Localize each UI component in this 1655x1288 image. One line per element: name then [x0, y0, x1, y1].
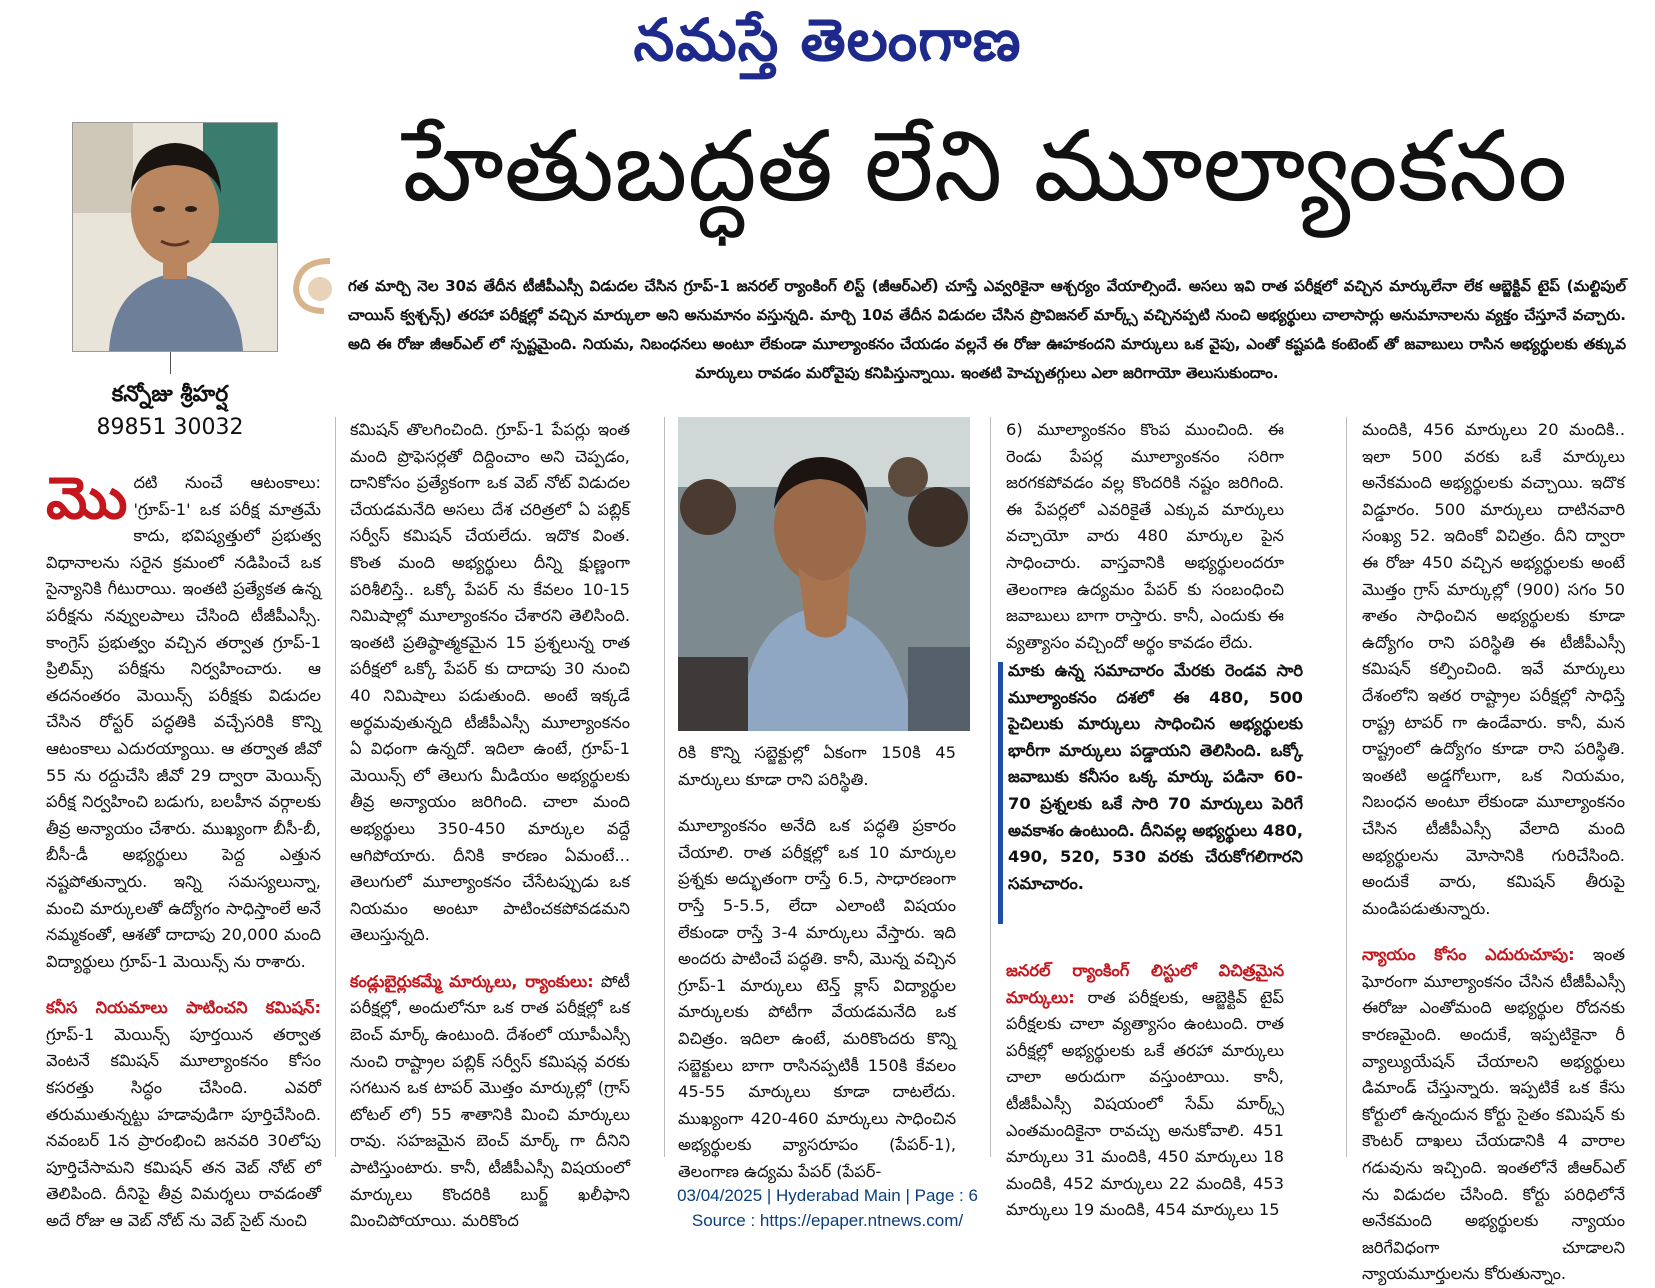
column-4: [1006, 417, 1284, 656]
subheading: న్యాయం కోసం ఎదురుచూపు:: [1362, 945, 1575, 965]
author-name: కన్నోజు శ్రీహర్ష: [111, 382, 229, 407]
paragraph: కమిషన్ తొలగించింది. గ్రూప్-1 పేపర్లు ఇంత మంది ప్రొఫెసర్లతో దిద్దించాం అని చెప్పడం, దానికోసం ప్రత్యేకంగా ఒక వెబ్ నోట్ విడుదల చేయడమనేది అసలు దేశ చరిత్రలో ఏ పబ్లిక్ సర్వీస్ కమిషన్ చేయలేదు. ఇదొక వింత. కొంత మంది అభ్యర్థులు దీన్ని క్షుణ్ణంగా పరిశీలిస్తే.. ఒక్కో పేపర్ ను కేవలం 10-15 నిమిషాల్లో మూల్యాంకనం చేశారని తెలిసింది. ఇంతటి ప్రతిష్ఠాత్మకమైన 15 ప్రశ్నలున్న రాత పరీక్షలో ఒక్కో పేపర్ కు దాదాపు 30 నుంచి 40 నిమిషాలు పడుతుంది. అంటే ఇక్కడే అర్థమవుతున్నది టీజీపీఎస్సీ మూల్యాంకనం ఏ విధంగా ఉన్నదో. ఇదిలా ఉంటే, గ్రూప్-1 మెయిన్స్ లో తెలుగు మీడియం అభ్యర్థులకు తీవ్ర అన్యాయం జరిగింది. చాలా మంది అభ్యర్థులు 350-450 మార్కుల వద్దే ఆగిపోయారు. దీనికి కారణం ఏమంటే... తెలుగులో మూల్యాంకనం చేసేటప్పుడు ఒక నియమం అంటూ పాటించకపోవడమని తెలుస్తున్నది.: [350, 420, 630, 945]
column-divider: [335, 417, 336, 1157]
column-4-lower: [1006, 958, 1284, 1224]
column-5: [1362, 417, 1625, 1288]
paragraph: మందికి, 456 మార్కులు 20 మందికి.. ఇలా 500 వరకు ఒకే మార్కులు అనేకమంది అభ్యర్థులకు వచ్చాయి. ఇదొక విడ్డూరం. 500 మార్కులు దాటినవారి సంఖ్య 52. ఇదింకో విచిత్రం. దీని ద్వారా ఈ రోజు 450 వచ్చిన అభ్యర్థులకు అంటే మొత్తం గ్రాస్ మార్కుల్లో (900) సగం 50 శాతం సాధించిన అభ్యర్థులకు కూడా ఉద్యోగం రాని పరిస్థితి ఈ టీజీపీఎస్సీ కమిషన్ కల్పించింది. ఇవే మార్కులు దేశంలోని ఇతర రాష్ట్రాల పరీక్షల్లో సాధిస్తే రాష్ట్ర టాపర్ గా ఉండేవారు. కానీ, మన రాష్ట్రంలో ఉద్యోగం కూడా రాని పరిస్థితి. ఇంతటి అడ్డగోలుగా, ఒక నియమం, నిబంధన అంటూ లేకుండా మూల్యాంకనం చేసిన టీజీపీఎస్సీ వేలాది మంది అభ్యర్థులను మోసానికి గురిచేసింది. అందుకే వారు, కమిషన్ తీరుపై మండిపడుతున్నారు.: [1362, 420, 1625, 918]
drop-cap: మొ: [46, 464, 128, 532]
paragraph: దటి నుంచే ఆటంకాలు: 'గ్రూప్-1' ఒక పరీక్ష మాత్రమే కాదు, భవిష్యత్తులో ప్రభుత్వ విధానాలను సరైన క్రమంలో నడిపించే ఒక సైన్యానికి గీటురాయి. ఇంతటి ప్రత్యేకత ఉన్న పరీక్షను నవ్వులపాలు చేసింది టీజీపీఎస్సీ. కాంగ్రెస్ ప్రభుత్వం వచ్చిన తర్వాత గ్రూప్-1 ప్రిలిమ్స్ పరీక్షను నిర్వహించారు. ఆ తదనంతరం మెయిన్స్ పరీక్షకు విడుదల చేసిన రోస్టర్ పద్ధతికి వచ్చేసరికి కొన్ని ఆటంకాలు ఎదురయ్యాయి. ఆ తర్వాత జీవో 55 ను రద్దుచేసి జీవో 29 ద్వారా మెయిన్స్ పరీక్ష నిర్వహించి బడుగు, బలహీన వర్గాలకు తీవ్ర అన్యాయం చేశారు. ముఖ్యంగా బీసీ-బీ, బీసీ-డీ అభ్యర్థులు పెద్ద ఎత్తున నష్టపోతున్నారు. ఇన్ని సమస్యలున్నా, మంచి మార్కులతో ఉద్యోగం సాధిస్తాంలే అనే నమ్మకంతో, ఆశతో దాదాపు 20,000 మంది విద్యార్థులు గ్రూప్-1 మెయిన్స్ ను రాశారు.: [46, 473, 321, 971]
masthead-logo: నమస్తే తెలంగాణ: [633, 6, 1022, 74]
footer-source-link[interactable]: Source : https://epaper.ntnews.com/: [691, 1211, 964, 1230]
column-1: [46, 464, 321, 1235]
column-divider: [990, 417, 991, 1157]
paragraph: రికి కొన్ని సబ్జెక్టుల్లో ఏకంగా 150కి 45 మార్కులు కూడా రాని పరిస్థితి.: [678, 743, 956, 789]
column-divider: [664, 417, 665, 1157]
author-phone: 89851 30032: [96, 415, 244, 440]
footer-date-line: 03/04/2025 | Hyderabad Main | Page : 6: [677, 1186, 978, 1205]
article-headline: హేతుబద్ధత లేని మూల్యాంకనం: [402, 110, 1568, 224]
subheading: కనీస నియమాలు పాటించని కమిషన్:: [46, 998, 321, 1018]
news-photo: [678, 417, 970, 731]
paragraph: ఇంత ఘోరంగా మూల్యాంకనం చేసిన టీజీపీఎస్సీ ఈరోజు ఎంతోమంది అభ్యర్థుల రోదనకు కారణమైంది. అందుకే, ఇప్పటికైనా రీ వ్యాల్యుయేషన్ చేయాలని అభ్యర్థులు డిమాండ్ చేస్తున్నారు. ఇప్పటికే ఒక కేసు కోర్టులో ఉన్నందున కోర్టు సైతం కమిషన్ కు కౌంటర్ దాఖలు చేయడానికి 4 వారాల గడువును ఇచ్చింది. ఇంతలోనే జీఆర్ఎల్ ను విడుదల చేసింది. కోర్టు పరిధిలోనే అనేకమంది అభ్యర్థులకు న్యాయం జరిగేవిధంగా చూడాలని న్యాయమూర్తులను కోరుతున్నాం.: [1362, 945, 1625, 1284]
author-photo: [72, 122, 278, 352]
quote-accent-bar: [998, 662, 1003, 924]
paragraph: మూల్యాంకనం అనేది ఒక పద్ధతి ప్రకారం చేయాలి. రాత పరీక్షల్లో ఒక 10 మార్కుల ప్రశ్నకు అద్భుతంగా రాస్తే 6.5, సాధారణంగా రాస్తే 5-5.5, లేదా ఎలాంటి విషయం లేకుండా రాస్తే 3-4 మార్కులు వేస్తారు. ఇది అందరు పాటించే పద్ధతి. కానీ, మొన్న వచ్చిన గ్రూప్-1 మార్కులు టెన్త్ క్లాస్ విద్యార్థుల మార్కులకు పోటీగా వేయడమనేది ఒక విచిత్రం. ఇదిలా ఉంటే, మరికొందరు కొన్ని సబ్జెక్టులు బాగా రాసినప్పటికీ 150కి కేవలం 45-55 మార్కులు కూడా దాటలేదు. ముఖ్యంగా 420-460 మార్కులు సాధించిన అభ్యర్థులకు వ్యాసరూపం (పేపర్-1), తెలంగాణ ఉద్యమ పేపర్ (పేపర్-: [678, 816, 956, 1181]
paragraph: గ్రూప్-1 మెయిన్స్ పూర్తయిన తర్వాత వెంటనే కమిషన్ మూల్యాంకనం కోసం కసరత్తు సిద్ధం చేసింది. ఎవరో తరుముతున్నట్టు హడావుడిగా పూర్తిచేసింది. నవంబర్ 1న ప్రారంభించి జనవరి 30లోపు పూర్తిచేసామని కమిషన్ తన వెబ్ నోట్ లో తెలిపింది. దీనిపై తీవ్ర విమర్శలు రావడంతో అదే రోజు ఆ వెబ్ నోట్ ను వెబ్ సైట్ నుంచి: [46, 1024, 321, 1231]
author-divider: [170, 352, 171, 374]
column-3: [678, 740, 956, 1186]
column-2: [350, 417, 630, 1235]
paragraph: 6) మూల్యాంకనం కొంప ముంచింది. ఈ రెండు పేపర్ల మూల్యాంకనం సరిగా జరగకపోవడం వల్ల కొందరికి నష్టం జరిగింది. ఈ పేపర్లలో ఎవరికైతే ఎక్కువ మార్కులు వచ్చాయో వారు 480 మార్కుల పైన సాధించారు. వాస్తవానికి అభ్యర్థులందరూ తెలంగాణ ఉద్యమం పేపర్ కు సంబంధించి జవాబులు బాగా రాస్తారు. కానీ, ఎందుకు ఈ వ్యత్యాసం వచ్చిందో అర్థం కావడం లేదు.: [1006, 420, 1284, 652]
decorative-swirl-icon: [290, 255, 342, 315]
pull-quote: మాకు ఉన్న సమాచారం మేరకు రెండవ సారి మూల్యాంకనం దశలో ఈ 480, 500 పైచిలుకు మార్కులు సాధించిన అభ్యర్థులకు భారీగా మార్కులు పడ్డాయని తెలిసింది. ఒక్కో జవాబుకు కనీసం ఒక్క మార్కు పడినా 60-70 ప్రశ్నలకు ఒకే సారి 70 మార్కులు పెరిగే అవకాశం ఉంటుంది. దీనివల్ల అభ్యర్థులు 480, 490, 520, 530 వరకు చేరుకోగలిగారని సమాచారం.: [1008, 661, 1304, 893]
paragraph: పోటీ పరీక్షల్లో, అందులోనూ ఒక రాత పరీక్షల్లో ఒక బెంచ్ మార్క్ ఉంటుంది. దేశంలో యూపీఎస్సీ నుంచి రాష్ట్రాల పబ్లిక్ సర్వీస్ కమిషన్ల వరకు సగటున ఒక టాపర్ మొత్తం మార్కుల్లో (గ్రాస్ టోటల్ లో) 55 శాతానికి మించి మార్కులు రావు. సహజమైన బెంచ్ మార్క్ గా దీనిని పాటిస్తుంటారు. కానీ, టీజీపీఎస్సీ విషయంలో మార్కులు కొందరికి బుర్జ్ ఖలీఫాని మించిపోయాయి. మరికొంద: [350, 971, 630, 1231]
subheading: జనరల్ ర్యాంకింగ్ లిస్టులో విచిత్రమైన మార్కులు:: [1006, 961, 1284, 1007]
subheading: కండ్లుబైర్లుకమ్మే మార్కులు, ర్యాంకులు:: [350, 971, 594, 991]
column-divider: [1346, 417, 1347, 1157]
article-intro: గత మార్చి నెల 30వ తేదీన టీజీపీఎస్సీ విడుదల చేసిన గ్రూప్-1 జనరల్ ర్యాంకింగ్ లిస్ట్ (జీఆర్ఎల్) చూస్తే ఎవ్వరికైనా ఆశ్చర్యం వేయాల్సిందే. అసలు ఇవి రాత పరీక్షలో వచ్చిన మార్కులేనా లేక ఆబ్జెక్టివ్ టైప్ (మల్టిపుల్ చాయిస్ క్వశ్చన్స్) తరహా పరీక్షల్లో వచ్చిన మార్కులా అని అనుమానం వస్తున్నది. మార్చి 10వ తేదీన విడుదల చేసిన ప్రొవిజనల్ మార్క్స్ వచ్చినప్పటి నుంచి అభ్యర్థులు చాలాసార్లు అనుమానాలను వ్యక్తం చేస్తూనే వచ్చారు. అది ఈ రోజు జీఆర్ఎల్ లో స్పష్టమైంది. నియమ, నిబంధనలు అంటూ లేకుండా మూల్యాంకనం చేయడం వల్లనే ఈ రోజు ఊహకందని మార్కులు ఒక వైపు, ఎంతో కష్టపడి కంటెంట్ తో జవాబులు రాసిన అభ్యర్థులకు తక్కువ మార్కులు రావడం మరోవైపు కనిపిస్తున్నాయి. ఇంతటి హెచ్చుతగ్గులు ఎలా జరిగాయో తెలుసుకుందాం.: [348, 277, 1626, 382]
paragraph: రాత పరీక్షలకు, ఆబ్జెక్టివ్ టైప్ పరీక్షలకు చాలా వ్యత్యాసం ఉంటుంది. రాత పరీక్షల్లో అభ్యర్థులకు ఒకే తరహా మార్కులు చాలా అరుదుగా వస్తుంటాయి. కానీ, టీజీపీఎస్సీ విషయంలో సేమ్ మార్క్స్ ఎంతమందికైనా రావచ్చు అనుకోవాలి. 451 మార్కులు 31 మందికి, 450 మార్కులు 18 మందికి, 452 మార్కులు 22 మందికి, 453 మార్కులు 19 మందికి, 454 మార్కులు 15: [1006, 987, 1284, 1220]
